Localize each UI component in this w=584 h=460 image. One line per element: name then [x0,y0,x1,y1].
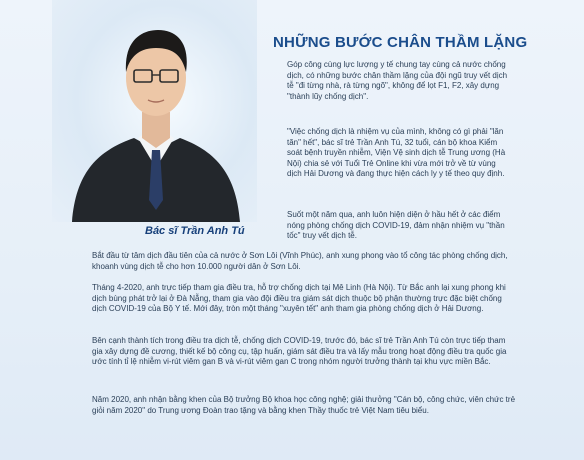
body-paragraph: Bên cạnh thành tích trong điều tra dịch tễ, chống dịch COVID-19, trước đó, bác sĩ trẻ Trần Anh Tú còn trực tiếp tham gia xây dựng đề cương, thiết kế bộ công cụ, tập huấn, giám sát điều tra và lấy mẫu trong hoạt động điều tra quốc gia ước tính tỉ lệ nhiễm vi-rút viêm gan B và vi-rút viêm gan C trong nhóm người trưởng thành tại khu vực miền Bắc. [92,336,507,367]
quote-paragraph: "Việc chống dịch là nhiệm vụ của mình, không có gì phải "lăn tăn" hết", bác sĩ trẻ Trần Anh Tú, 32 tuổi, cán bộ khoa Kiểm soát bệnh truyền nhiễm, Viện Vệ sinh dịch tễ Trung ương (Hà Nội) chia sẻ với Tuổi Trẻ Online khi vừa mới trở về từ vùng dịch Hải Dương và đang thực hiện cách ly y tế theo quy định. [287,127,506,179]
summary-paragraph: Suốt một năm qua, anh luôn hiện diện ở hầu hết ở các điểm nóng phòng chống dịch COVID-19, đảm nhận nhiệm vụ "thần tốc" truy vết dịch tễ. [287,210,505,241]
body-paragraph: Năm 2020, anh nhận bằng khen của Bộ trưởng Bộ khoa học công nghệ; giải thưởng "Cán bộ, công chức, viên chức trẻ giỏi năm 2020" do Trung ương Đoàn trao tặng và bằng khen Thầy thuốc trẻ Việt Nam tiêu biểu. [92,395,516,415]
photo-caption: Bác sĩ Trần Anh Tú [145,225,245,237]
intro-paragraph: Góp công cùng lực lượng y tế chung tay cùng cả nước chống dịch, có những bước chân thầm lặng của đội ngũ truy vết dịch tễ "đi từng nhà, rà từng ngõ", không để lọt F1, F2, xây dựng "thành lũy chống dịch". [287,60,508,101]
body-paragraph: Bắt đầu từ tâm dịch đầu tiên của cả nước ở Sơn Lôi (Vĩnh Phúc), anh xung phong vào tổ công tác phòng chống dịch, khoanh vùng dịch tễ cho hơn 10.000 người dân ở Sơn Lôi. [92,251,508,271]
section-heading: NHỮNG BƯỚC CHÂN THẦM LẶNG [273,34,528,51]
portrait-photo [52,0,257,222]
body-paragraph: Tháng 4-2020, anh trực tiếp tham gia điều tra, hỗ trợ chống dịch tại Mê Linh (Hà Nội). Từ Bắc anh lại xung phong khi dịch bùng phát trở lại ở Đà Nẵng, tham gia vào đội điều tra giám sát dịch thuộc bộ phận thường trực đặc biệt chống dịch COVID-19 của Bộ Y tế. Mới đây, tròn một tháng "xuyên tết" anh tham gia phòng chống dịch ở Hải Dương. [92,283,506,314]
